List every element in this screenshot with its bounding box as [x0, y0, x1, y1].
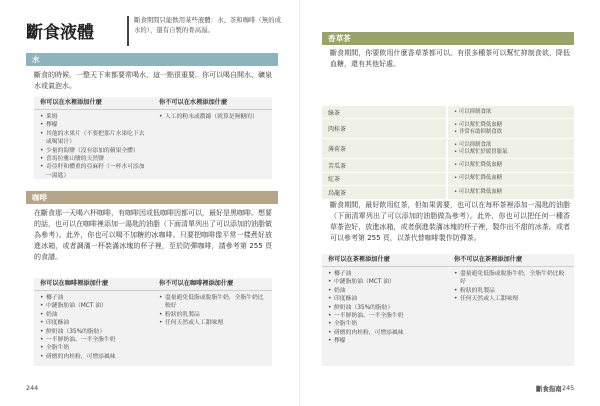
list-item: • 印度酥油: [328, 295, 440, 303]
coffee-section-heading: 咖啡: [26, 191, 278, 204]
coffee-can-header: 你可以在咖啡裡添加什麼: [40, 280, 109, 287]
water-can-list: [40, 113, 146, 180]
list-item: • 印度酥油: [40, 319, 146, 327]
list-item: • 非常有助抑制食欲: [454, 129, 574, 136]
list-item: • 粉狀的乳製品: [454, 287, 566, 295]
tea-section-heading: 香草茶: [322, 32, 574, 45]
list-item: • 任何天然或人工甜味劑: [454, 295, 566, 303]
list-item: • 萊姆: [40, 113, 146, 121]
page-number-left: 244: [26, 384, 39, 392]
table-row: [322, 186, 574, 199]
tea-benefits: [448, 159, 574, 171]
list-item: • 中鏈脂肪油（MCT 油）: [40, 302, 146, 310]
coffee-can-list: [40, 294, 146, 361]
table-row: [322, 119, 574, 139]
list-item: • 檸檬: [40, 121, 146, 129]
tea-name: 肉桂茶: [322, 119, 446, 138]
tea-benefits: [448, 106, 574, 118]
tea-name: 薄荷茶: [322, 139, 446, 158]
table-row: [322, 106, 574, 119]
chapter-intro: 斷食期間只能飲用某些液體：水、茶和咖啡（無的成水的），還有自製的骨高湯。: [134, 16, 281, 34]
tea-paragraph-1: 斷食期間，你要飲用什麼香草茶都可以。有很多種茶可以幫忙抑制食欲，降低血糖，還有其他好處。: [330, 49, 570, 68]
list-item: • 喜馬拉雅山鹽的天然鹽: [40, 155, 146, 163]
list-item: • 檸檬: [328, 337, 440, 345]
water-cannot-header: 你不可以在水裡添加什麼: [159, 99, 228, 106]
list-item: • 鮮奶油（35%的脂肪）: [40, 328, 146, 336]
list-item: • 一半鮮奶油、一半全脂牛奶: [328, 312, 440, 320]
tea-name: 苦瓜茶: [322, 159, 446, 171]
chapter-title: 斷食液體: [26, 23, 94, 43]
list-item: • 椰子油: [328, 270, 440, 278]
list-item: • 盡量避免低脂或脫脂牛奶，全脂牛奶比較好: [454, 270, 566, 287]
tea-name: 烏龍茶: [322, 186, 446, 198]
coffee-paragraph: 在斷食那一天喝六杯咖啡，有咖啡因或低咖啡因都可以，最好是黑咖啡。想要的話，也可以在咖啡裡添加一湯匙的油脂（下面清單列出了可以添加的油脂做為參考）。此外，你也可以喝不加糖的冰咖啡。只要把咖啡像平常一樣煮好放進冰箱，或者調滿一杯裝滿冰塊的杯子裡，至於防彈咖啡，請參考第 255 頁的食譜。: [34, 209, 272, 261]
tea-additions-box: [322, 254, 574, 366]
table-row: [322, 173, 574, 186]
list-item: • 研磨的肉桂粉，可增添風味: [40, 353, 146, 361]
page-number-right: 245: [562, 384, 575, 392]
list-item: • 盡量避免低脂或脫脂牛奶，全脂牛奶比較好: [159, 294, 265, 311]
header-rule: [34, 290, 272, 291]
list-item: • 少量的海鹽（沒有添加的蘋果全體）: [40, 147, 146, 155]
list-item: • 鮮奶油（35%的脂肪）: [328, 304, 440, 312]
list-item: • 可以幫忙降低血糖: [454, 175, 574, 182]
chapter-header: [26, 14, 281, 46]
list-item: • 全脂牛奶: [40, 344, 146, 352]
coffee-cannot-list: [159, 294, 265, 328]
list-item: • 奶油: [328, 287, 440, 295]
tea-benefits: [448, 139, 574, 158]
list-item: • 奇亞籽和體重的亞麻籽（一杯水可添加一湯匙）: [40, 163, 146, 180]
list-item: • 任何天然或人工甜味劑: [159, 319, 265, 327]
tea-benefits: [448, 119, 574, 138]
tea-cannot-list: [454, 270, 566, 304]
list-item: • 可以抑制食欲: [454, 109, 574, 116]
water-section-heading: 水: [26, 53, 278, 66]
list-item: • 可以幫忙降低血糖: [454, 162, 574, 169]
header-rule: [34, 109, 272, 110]
table-row: [322, 159, 574, 172]
list-item: • 可以幫忙降低血糖: [454, 189, 574, 196]
header-divider: [127, 16, 129, 46]
list-item: • 椰子油: [40, 294, 146, 302]
list-item: • 奶油: [40, 311, 146, 319]
tea-benefits: [448, 173, 574, 185]
list-item: • 全脂牛奶: [328, 320, 440, 328]
tea-can-list: [328, 270, 440, 346]
header-rule: [322, 266, 574, 267]
list-item: • 粉狀的乳製品: [159, 311, 265, 319]
tea-name: 紅茶: [322, 173, 446, 185]
tea-cannot-header: 你不可以在茶裡添加什麼: [454, 256, 523, 263]
list-item: • 可以幫忙降低血糖: [454, 122, 574, 129]
tea-name: 綠茶: [322, 106, 446, 118]
water-additions-box: [34, 97, 272, 179]
list-item: • 其他的水果片（不要把那片水果吃下去或喝果汁）: [40, 130, 146, 147]
list-item: • 可以幫忙紓緩胃脹氣: [454, 149, 574, 156]
water-paragraph: 斷食的時候，一整天下來都要常喝水，這一點很重要。你可以喝自開水、礦泉水或氣泡水。: [34, 71, 272, 90]
tea-can-header: 你可以在茶裡添加什麼: [328, 256, 390, 263]
list-item: • 一半鮮奶油、一半全脂牛奶: [40, 336, 146, 344]
list-item: • 人工的粉末或濃縮（就算是無糖的）: [159, 113, 265, 121]
tea-table: [322, 106, 574, 200]
tea-benefits: [448, 186, 574, 198]
table-row: [322, 139, 574, 159]
list-item: • 研磨的肉桂粉，可增添風味: [328, 329, 440, 337]
water-cannot-list: [159, 113, 265, 121]
running-footer: 斷食指南: [536, 385, 562, 393]
list-item: • 中鏈脂肪油（MCT 油）: [328, 278, 440, 286]
water-can-header: 你可以在水裡添加什麼: [40, 99, 102, 106]
coffee-cannot-header: 你不可以在咖啡裡添加什麼: [159, 280, 234, 287]
coffee-additions-box: [34, 278, 272, 366]
tea-paragraph-2: 斷食期間，最好飲用紅茶，但如果需要，也可以在每杯茶裡添加一湯匙的油脂（下面清單列出了可以添加的油脂做為參考）。此外，你也可以把任何一種香草茶泡好，放進冰箱，或者倒進裝滿冰塊的杯子裡，製作出不甜的冰茶。或者可以參考第 255 頁，以茶代替咖啡製作防彈茶。: [330, 201, 570, 242]
list-item: • 可以抑制食欲: [454, 142, 574, 149]
